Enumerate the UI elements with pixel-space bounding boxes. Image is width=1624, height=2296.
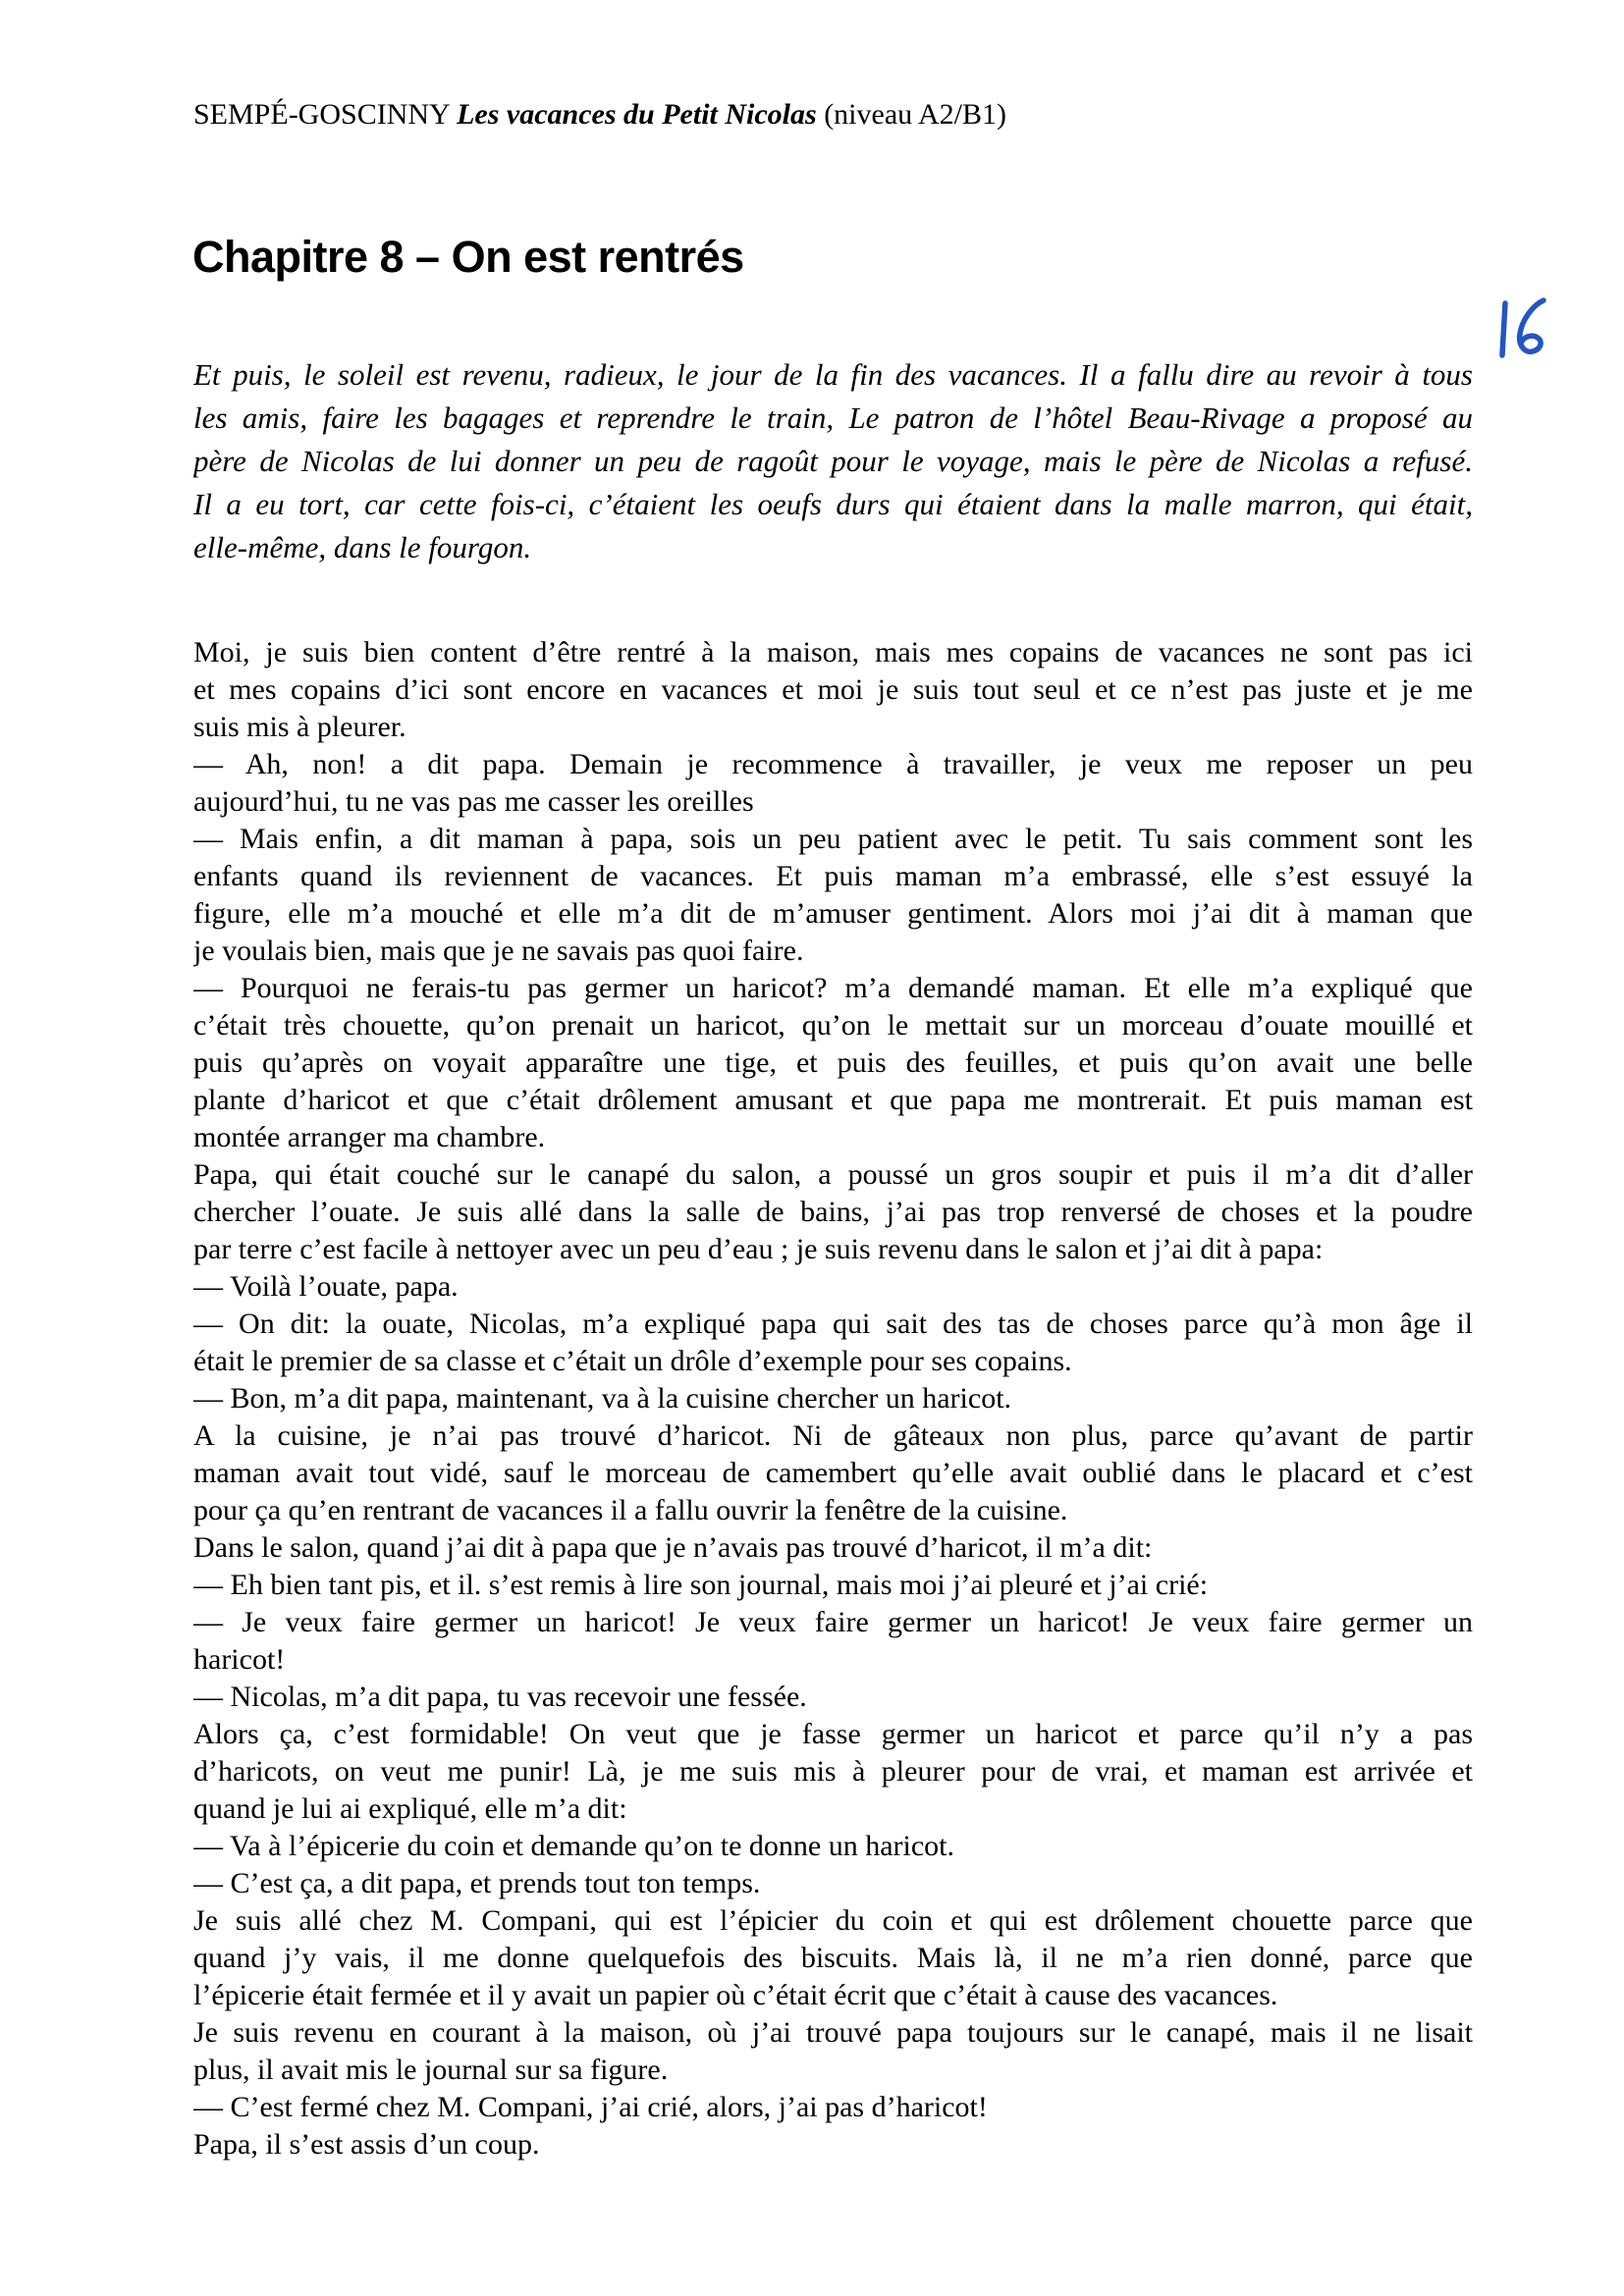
paragraph bbox=[193, 821, 1473, 970]
handwritten-page-number bbox=[1490, 293, 1557, 365]
paragraph bbox=[193, 1604, 1473, 1679]
paragraph bbox=[193, 1529, 1473, 1567]
text-line: Et puis, le soleil est revenu, radieux, le jour de la fin des vacances. Il a fallu dire au revoir à tous bbox=[193, 357, 1473, 392]
paragraph bbox=[193, 1828, 1473, 1865]
text-line: puis qu’après on voyait apparaître une tige, et puis des feuilles, et puis qu’on avait une belle bbox=[193, 1046, 1473, 1079]
text-line: Je suis allé chez M. Compani, qui est l’épicier du coin et qui est drôlement chouette parce que bbox=[193, 1904, 1473, 1937]
text-line: était le premier de sa classe et c’était un drôle d’exemple pour ses copains. bbox=[193, 1345, 1072, 1377]
text-line: elle-même, dans le fourgon. bbox=[193, 530, 532, 564]
text-line: montée arranger ma chambre. bbox=[193, 1121, 546, 1153]
text-line: père de Nicolas de lui donner un peu de ragoût pour le voyage, mais le père de Nicolas a refusé. bbox=[193, 444, 1473, 478]
paragraph bbox=[193, 1865, 1473, 1902]
text-line: haricot! bbox=[193, 1643, 286, 1676]
text-line: — Ah, non! a dit papa. Demain je recommence à travailler, je veux me reposer un peu bbox=[193, 748, 1473, 780]
text-line: — Pourquoi ne ferais-tu pas germer un haricot? m’a demandé maman. Et elle m’a expliqué que bbox=[193, 972, 1473, 1004]
paragraph bbox=[193, 1417, 1473, 1529]
text-line: par terre c’est facile à nettoyer avec un peu d’eau ; je suis revenu dans le salon et j’ai dit à papa: bbox=[193, 1233, 1324, 1265]
text-line: les amis, faire les bagages et reprendre le train, Le patron de l’hôtel Beau-Rivage a proposé au bbox=[193, 400, 1473, 435]
text-line: — Eh bien tant pis, et il. s’est remis à lire son journal, mais moi j’ai pleuré et j’ai crié: bbox=[193, 1569, 1209, 1601]
text-line: c’était très chouette, qu’on prenait un haricot, qu’on le mettait sur un morceau d’ouate mouillé et bbox=[193, 1009, 1473, 1041]
text-line: Papa, il s’est assis d’un coup. bbox=[193, 2128, 540, 2161]
body-text bbox=[193, 634, 1473, 2163]
paragraph bbox=[193, 1902, 1473, 2014]
text-line: enfants quand ils reviennent de vacances. Et puis maman m’a embrassé, elle s’est essuyé la bbox=[193, 860, 1473, 892]
text-line: figure, elle m’a mouché et elle m’a dit de m’amuser gentiment. Alors moi j’ai dit à maman que bbox=[193, 897, 1473, 930]
text-line: quand je lui ai expliqué, elle m’a dit: bbox=[193, 1792, 627, 1825]
paragraph bbox=[193, 1679, 1473, 1716]
page-header bbox=[193, 98, 1006, 132]
header-level: (niveau A2/B1) bbox=[824, 98, 1006, 131]
text-line: — Va à l’épicerie du coin et demande qu’on te donne un haricot. bbox=[193, 1830, 955, 1862]
paragraph bbox=[193, 2014, 1473, 2089]
paragraph bbox=[193, 1156, 1473, 1268]
paragraph bbox=[193, 1716, 1473, 1828]
text-line: Je suis revenu en courant à la maison, où j’ai trouvé papa toujours sur le canapé, mais il ne lisait bbox=[193, 2016, 1473, 2049]
text-line: Il a eu tort, car cette fois-ci, c’étaient les oeufs durs qui étaient dans la malle marron, qui était, bbox=[193, 487, 1473, 521]
text-line: d’haricots, on veut me punir! Là, je me suis mis à pleurer pour de vrai, et maman est arrivée et bbox=[193, 1755, 1473, 1788]
text-line: aujourd’hui, tu ne vas pas me casser les oreilles bbox=[193, 785, 754, 818]
chapter-title: Chapitre 8 – On est rentrés bbox=[192, 232, 744, 282]
header-author: SEMPÉ-GOSCINNY bbox=[193, 98, 450, 131]
text-line: chercher l’ouate. Je suis allé dans la salle de bains, j’ai pas trop renversé de choses et la poudre bbox=[193, 1196, 1473, 1228]
text-line: plus, il avait mis le journal sur sa figure. bbox=[193, 2054, 669, 2086]
paragraph bbox=[193, 1567, 1473, 1604]
header-book-title: Les vacances du Petit Nicolas bbox=[457, 98, 817, 131]
paragraph bbox=[193, 746, 1473, 821]
text-line: Alors ça, c’est formidable! On veut que je fasse germer un haricot et parce qu’il n’y a pas bbox=[193, 1718, 1473, 1750]
text-line: Dans le salon, quand j’ai dit à papa que je n’avais pas trouvé d’haricot, il m’a dit: bbox=[193, 1531, 1153, 1564]
handwritten-digit-1 bbox=[1502, 303, 1505, 355]
paragraph bbox=[193, 1380, 1473, 1417]
text-line: — Je veux faire germer un haricot! Je veux faire germer un haricot! Je veux faire germer un bbox=[193, 1606, 1473, 1638]
paragraph bbox=[193, 1268, 1473, 1306]
text-line: et mes copains d’ici sont encore en vacances et moi je suis tout seul et ce n’est pas juste et je me bbox=[193, 673, 1473, 706]
text-line: quand j’y vais, il me donne quelquefois des biscuits. Mais là, il ne m’a rien donné, parce que bbox=[193, 1942, 1473, 1974]
text-line: Papa, qui était couché sur le canapé du salon, a poussé un gros soupir et puis il m’a dit d’aller bbox=[193, 1158, 1473, 1191]
text-line: Moi, je suis bien content d’être rentré à la maison, mais mes copains de vacances ne sont pas ici bbox=[193, 636, 1473, 668]
text-line: plante d’haricot et que c’était drôlement amusant et que papa me montrerait. Et puis maman est bbox=[193, 1084, 1473, 1116]
paragraph bbox=[193, 1306, 1473, 1380]
text-line: maman avait tout vidé, sauf le morceau de camembert qu’elle avait oublié dans le placard et c’est bbox=[193, 1457, 1473, 1489]
text-line: je voulais bien, mais que je ne savais pas quoi faire. bbox=[193, 934, 804, 967]
text-line: — C’est fermé chez M. Compani, j’ai crié, alors, j’ai pas d’haricot! bbox=[193, 2091, 988, 2123]
text-line: — C’est ça, a dit papa, et prends tout ton temps. bbox=[193, 1867, 761, 1899]
text-line: — On dit: la ouate, Nicolas, m’a expliqué papa qui sait des tas de choses parce qu’à mon âge il bbox=[193, 1308, 1473, 1340]
paragraph bbox=[193, 634, 1473, 746]
text-line: pour ça qu’en rentrant de vacances il a fallu ouvrir la fenêtre de la cuisine. bbox=[193, 1494, 1068, 1526]
text-line: — Bon, m’a dit papa, maintenant, va à la cuisine chercher un haricot. bbox=[193, 1382, 1012, 1415]
handwritten-digit-6 bbox=[1520, 300, 1543, 351]
text-line: — Mais enfin, a dit maman à papa, sois un peu patient avec le petit. Tu sais comment sont les bbox=[193, 823, 1473, 855]
paragraph bbox=[193, 970, 1473, 1156]
intro-paragraph bbox=[193, 353, 1473, 569]
paragraph bbox=[193, 2089, 1473, 2126]
text-line: l’épicerie était fermée et il y avait un papier où c’était écrit que c’était à cause des vacances. bbox=[193, 1979, 1278, 2011]
paragraph bbox=[193, 2126, 1473, 2163]
text-line: — Nicolas, m’a dit papa, tu vas recevoir une fessée. bbox=[193, 1681, 807, 1713]
text-line: suis mis à pleurer. bbox=[193, 711, 406, 743]
text-line: A la cuisine, je n’ai pas trouvé d’haricot. Ni de gâteaux non plus, parce qu’avant de partir bbox=[193, 1419, 1473, 1452]
text-line: — Voilà l’ouate, papa. bbox=[193, 1270, 459, 1303]
